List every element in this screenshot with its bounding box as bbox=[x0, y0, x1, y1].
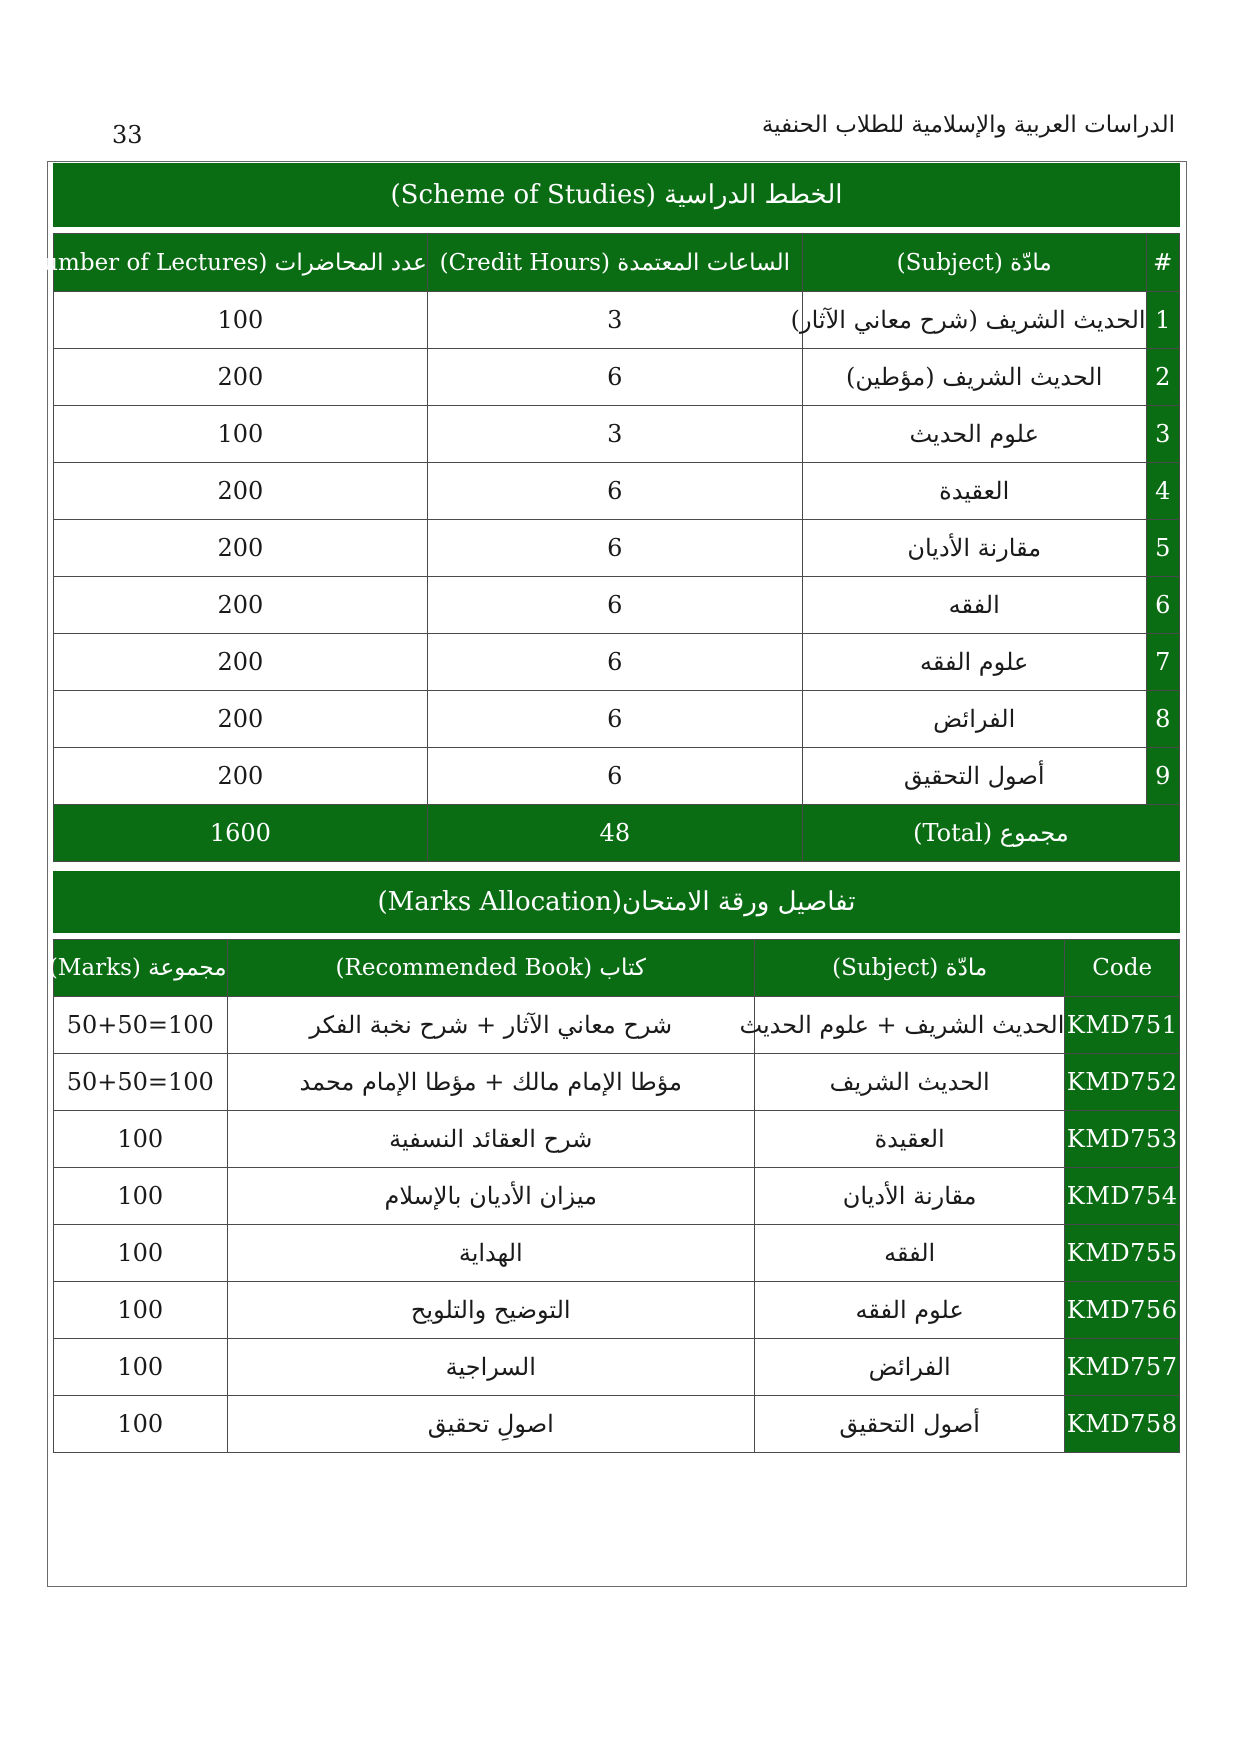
credit-hours-cell: 6 bbox=[427, 520, 802, 577]
subject-cell: العقيدة bbox=[754, 1111, 1064, 1168]
code-cell: KMD751 bbox=[1065, 997, 1180, 1054]
scheme-of-studies-title: الخطط الدراسية (Scheme of Studies) bbox=[53, 163, 1180, 227]
book-cell: الهداية bbox=[227, 1225, 754, 1282]
row-number-cell: 7 bbox=[1146, 634, 1179, 691]
scheme-total-row bbox=[54, 805, 1180, 862]
table-row bbox=[54, 463, 1180, 520]
table-row bbox=[54, 1225, 1180, 1282]
subject-cell: أصول التحقيق bbox=[802, 748, 1146, 805]
marks-header-row bbox=[54, 940, 1180, 997]
table-row bbox=[54, 292, 1180, 349]
table-row bbox=[54, 1168, 1180, 1225]
table-row bbox=[54, 520, 1180, 577]
code-cell: KMD756 bbox=[1065, 1282, 1180, 1339]
marks-cell: 100 bbox=[54, 1111, 228, 1168]
table-row bbox=[54, 1111, 1180, 1168]
scheme-of-studies-table bbox=[14, 233, 1180, 862]
subject-cell: علوم الفقه bbox=[802, 634, 1146, 691]
subject-cell: الحديث الشريف + علوم الحديث bbox=[754, 997, 1064, 1054]
row-number-cell: 5 bbox=[1146, 520, 1179, 577]
row-number-cell: 6 bbox=[1146, 577, 1179, 634]
row-number-cell: 1 bbox=[1146, 292, 1179, 349]
lectures-column-header: عدد المحاضرات (Number of Lectures) bbox=[54, 234, 428, 292]
row-number-cell: 2 bbox=[1146, 349, 1179, 406]
lectures-cell: 200 bbox=[54, 634, 428, 691]
subject-cell: الفقه bbox=[802, 577, 1146, 634]
subject-cell: مقارنة الأديان bbox=[802, 520, 1146, 577]
code-cell: KMD757 bbox=[1065, 1339, 1180, 1396]
credit-hours-cell: 3 bbox=[427, 292, 802, 349]
table-row bbox=[54, 997, 1180, 1054]
table-row bbox=[54, 1054, 1180, 1111]
marks-cell: 50+50=100 bbox=[54, 997, 228, 1054]
subject-cell: الفقه bbox=[754, 1225, 1064, 1282]
subject-cell: علوم الحديث bbox=[802, 406, 1146, 463]
credit-hours-cell: 6 bbox=[427, 748, 802, 805]
book-column-header: كتاب (Recommended Book) bbox=[227, 940, 754, 997]
marks-cell: 100 bbox=[54, 1168, 228, 1225]
marks-cell: 50+50=100 bbox=[54, 1054, 228, 1111]
subject-cell: العقيدة bbox=[802, 463, 1146, 520]
subject-cell: الحديث الشريف (شرح معاني الآثار) bbox=[802, 292, 1146, 349]
marks-allocation-table bbox=[48, 939, 1180, 1453]
code-column-header: Code bbox=[1065, 940, 1180, 997]
credit-hours-cell: 6 bbox=[427, 577, 802, 634]
running-header: الدراسات العربية والإسلامية للطلاب الحنفية bbox=[761, 112, 1175, 138]
lectures-cell: 100 bbox=[54, 292, 428, 349]
code-cell: KMD752 bbox=[1065, 1054, 1180, 1111]
page-number: 33 bbox=[112, 121, 143, 149]
subject-cell: علوم الفقه bbox=[754, 1282, 1064, 1339]
credit-hours-cell: 6 bbox=[427, 349, 802, 406]
table-row bbox=[54, 577, 1180, 634]
book-cell: السراجية bbox=[227, 1339, 754, 1396]
marks-subject-column-header: مادّة (Subject) bbox=[754, 940, 1064, 997]
code-cell: KMD755 bbox=[1065, 1225, 1180, 1282]
lectures-cell: 200 bbox=[54, 463, 428, 520]
total-label: مجموع (Total) bbox=[802, 805, 1179, 862]
code-cell: KMD754 bbox=[1065, 1168, 1180, 1225]
subject-cell: الحديث الشريف (مؤطين) bbox=[802, 349, 1146, 406]
lectures-cell: 200 bbox=[54, 691, 428, 748]
row-number-cell: 3 bbox=[1146, 406, 1179, 463]
total-credit-hours: 48 bbox=[427, 805, 802, 862]
lectures-cell: 200 bbox=[54, 520, 428, 577]
lectures-cell: 200 bbox=[54, 748, 428, 805]
lectures-cell: 200 bbox=[54, 349, 428, 406]
table-row bbox=[54, 1396, 1180, 1453]
table-row bbox=[54, 748, 1180, 805]
row-number-cell: 4 bbox=[1146, 463, 1179, 520]
code-cell: KMD758 bbox=[1065, 1396, 1180, 1453]
scheme-header-row bbox=[54, 234, 1180, 292]
book-cell: شرح العقائد النسفية bbox=[227, 1111, 754, 1168]
table-row bbox=[54, 634, 1180, 691]
credit-hours-cell: 6 bbox=[427, 634, 802, 691]
book-cell: شرح معاني الآثار + شرح نخبة الفكر bbox=[227, 997, 754, 1054]
credit-hours-cell: 3 bbox=[427, 406, 802, 463]
lectures-cell: 100 bbox=[54, 406, 428, 463]
table-row bbox=[54, 406, 1180, 463]
row-number-cell: 9 bbox=[1146, 748, 1179, 805]
table-row bbox=[54, 1339, 1180, 1396]
table-row bbox=[54, 691, 1180, 748]
number-column-header: # bbox=[1146, 234, 1179, 292]
marks-cell: 100 bbox=[54, 1282, 228, 1339]
credit-hours-column-header: الساعات المعتمدة (Credit Hours) bbox=[427, 234, 802, 292]
credit-hours-cell: 6 bbox=[427, 463, 802, 520]
marks-cell: 100 bbox=[54, 1225, 228, 1282]
subject-cell: الحديث الشريف bbox=[754, 1054, 1064, 1111]
book-cell: ميزان الأديان بالإسلام bbox=[227, 1168, 754, 1225]
marks-column-header: مجموعة (Marks) bbox=[54, 940, 228, 997]
row-number-cell: 8 bbox=[1146, 691, 1179, 748]
subject-cell: أصول التحقيق bbox=[754, 1396, 1064, 1453]
subject-column-header: مادّة (Subject) bbox=[802, 234, 1146, 292]
marks-cell: 100 bbox=[54, 1396, 228, 1453]
table-row bbox=[54, 349, 1180, 406]
subject-cell: الفرائض bbox=[802, 691, 1146, 748]
subject-cell: مقارنة الأديان bbox=[754, 1168, 1064, 1225]
subject-cell: الفرائض bbox=[754, 1339, 1064, 1396]
marks-allocation-title: تفاصيل ورقة الامتحان(Marks Allocation) bbox=[53, 871, 1180, 933]
table-row bbox=[54, 1282, 1180, 1339]
book-cell: اصولِ تحقیق bbox=[227, 1396, 754, 1453]
credit-hours-cell: 6 bbox=[427, 691, 802, 748]
marks-cell: 100 bbox=[54, 1339, 228, 1396]
book-cell: مؤطا الإمام مالك + مؤطا الإمام محمد bbox=[227, 1054, 754, 1111]
total-lectures: 1600 bbox=[54, 805, 428, 862]
lectures-cell: 200 bbox=[54, 577, 428, 634]
book-cell: التوضيح والتلويح bbox=[227, 1282, 754, 1339]
code-cell: KMD753 bbox=[1065, 1111, 1180, 1168]
